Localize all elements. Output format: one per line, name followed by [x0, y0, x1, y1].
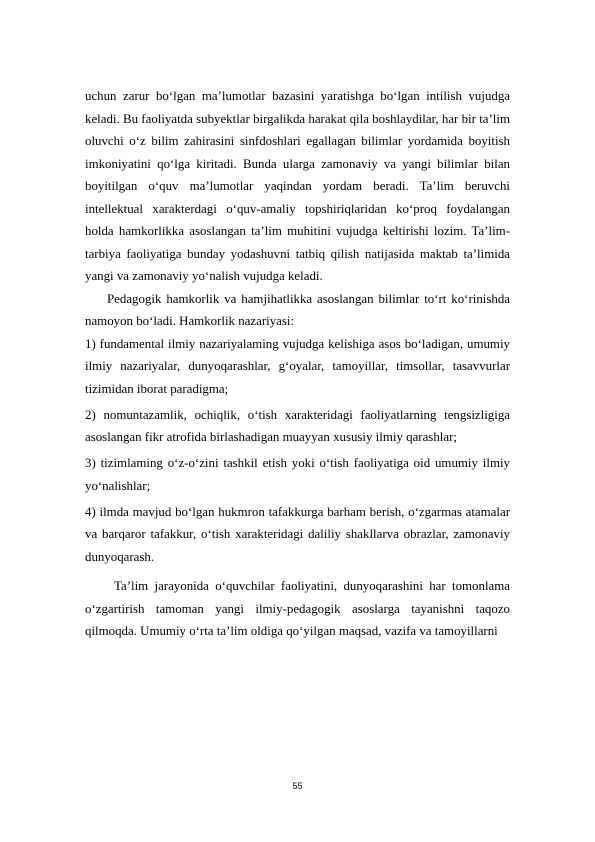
paragraph-continuation: uchun zarur bo‘lgan ma’lumotlar bazasini yaratishga bo‘lgan intilish vujudga keladi. Bu faoliyatda subyektlar birgalikda harakat qila boshlaydilar, har bir ta’lim oluvchi o‘z bilim zahirasini sinfdoshlari egallagan bilimlar yordamida boyitish imkoniyatini qo‘lga kiritadi. Bunda ularga zamonaviy va yangi bilimlar bilan boyitilgan o‘quv ma’lumotlar yaqindan yordam beradi. Ta’lim beruvchi intellektual xarakterdagi o‘quv-amaliy topshiriqlaridan ko‘proq foydalangan holda hamkorlikka asoslangan ta’lim muhitini vujudga keltirishi lozim. Ta’lim-tarbiya faoliyatiga bunday yodashuvni tatbiq qilish natijasida maktab ta’limida yangi va zamonaviy yo‘nalish vujudga keladi. [85, 89, 510, 283]
list-item-1: 1) fundamental ilmiy nazariyalaming vujudga kelishiga asos bo‘ladigan, umumiy ilmiy nazariyalar, dunyoqarashlar, g‘oyalar, tamoyillar, timsollar, tasavvurlar tizimidan iborat paradigma; [85, 336, 510, 396]
paragraph-cooperation-intro: Pedagogik hamkorlik va hamjihatlikka asoslangan bilimlar to‘rt ko‘rinishda namoyon bo‘ladi. Hamkorlik nazariyasi: [85, 291, 510, 328]
list-item-3: 3) tizimlaming o‘z-o‘zini tashkil etish yoki o‘tish faoliyatiga oid umumiy ilmiy yo‘nalishlar; [85, 456, 510, 493]
page-number: 55 [292, 781, 303, 791]
list-item-4: 4) ilmda mavjud bo‘lgan hukmron tafakkurga barham berish, o‘zgarmas atamalar va barqaror tafakkur, o‘tish xarakteridagi daliliy shakllarva obrazlar, zamonaviy dunyoqarash. [85, 504, 510, 564]
paragraph-education-process: Ta’lim jarayonida o‘quvchilar faoliyatini, dunyoqarashini har tomonlama o‘zgartirish tamoman yangi ilmiy-pedagogik asoslarga tayanishni taqozo qilmoqda. Umumiy o‘rta ta’lim oldiga qo‘yilgan maqsad, vazifa va tamoyillarni [85, 579, 510, 638]
list-item-2: 2) nomuntazamlik, ochiqlik, o‘tish xarakteridagi faoliyatlarning tengsizligiga asoslangan fikr atrofida birlashadigan muayyan xususiy ilmiy qarashlar; [85, 407, 510, 444]
page-body [85, 85, 510, 643]
